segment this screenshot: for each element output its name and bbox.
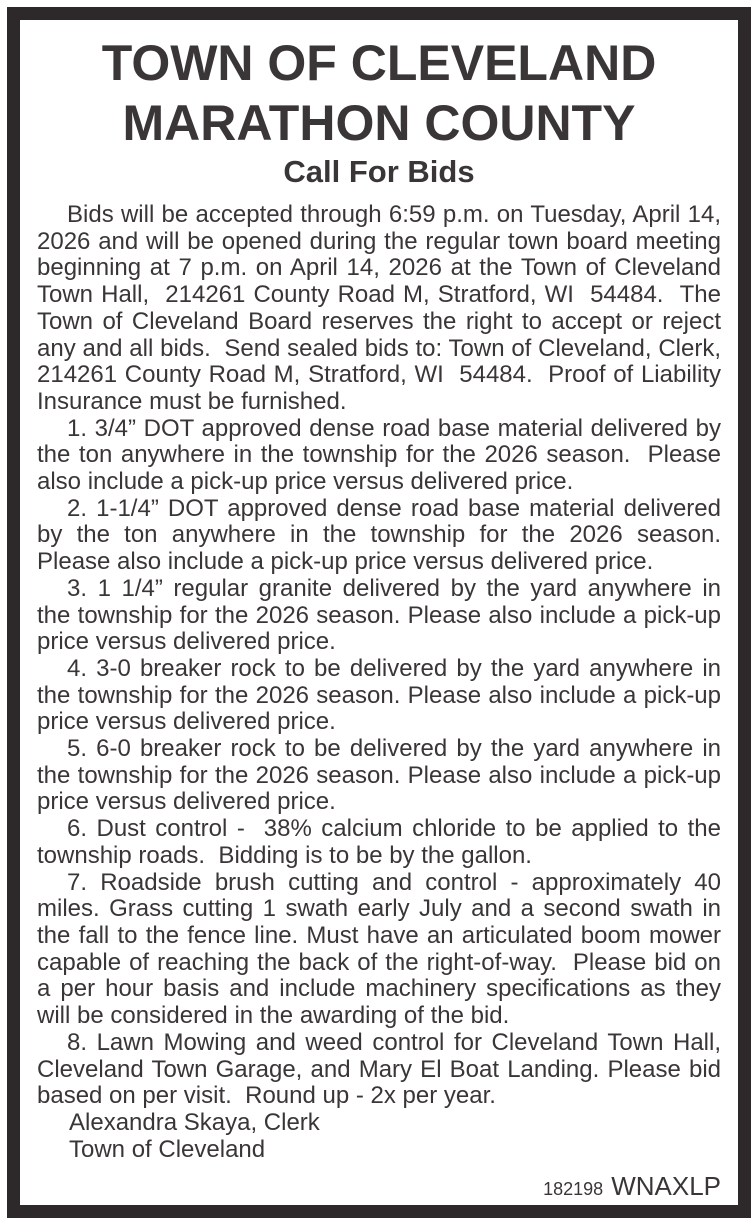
- bid-item-5: 5. 6-0 breaker rock to be delivered by the yard anywhere in the township for the 2026 season. Please also include a pick-up price versus delivered price.: [37, 735, 721, 816]
- ad-footer: [37, 1171, 721, 1202]
- intro-paragraph: Bids will be accepted through 6:59 p.m. on Tuesday, April 14, 2026 and will be opened during the regular town board meeting beginning at 7 p.m. on April 14, 2026 at the Town of Cleveland Town Hall, 214261 County Road M, Stratford, WI 54484. The Town of Cleveland Board reserves the right to accept or reject any and all bids. Send sealed bids to: Town of Cleveland, Clerk, 214261 County Road M, Stratford, WI 54484. Proof of Liability Insurance must be furnished.: [37, 201, 721, 415]
- notice-title-line2: MARATHON COUNTY: [122, 95, 636, 151]
- signature-clerk: Alexandra Skaya, Clerk: [69, 1108, 320, 1136]
- legal-notice-ad: [7, 7, 751, 1218]
- wnaxlp-code: WNAXLP: [611, 1171, 721, 1202]
- bid-item-7: 7. Roadside brush cutting and control - approximately 40 miles. Grass cutting 1 swath early July and a second swath in the fall to the fence line. Must have an articulated boom mower capable of reaching the back of the right-of-way. Please bid on a per hour basis and include machinery specifications as they will be considered in the awarding of the bid.: [37, 868, 721, 1030]
- signature-town: Town of Cleveland: [69, 1135, 266, 1163]
- bid-item-1: 1. 3/4” DOT approved dense road base material delivered by the ton anywhere in the township for the 2026 season. Please also include a pick-up price versus delivered price.: [37, 414, 721, 496]
- bid-item-6: 6. Dust control - 38% calcium chloride to be applied to the township roads. Bidding is to be by the gallon.: [37, 815, 721, 869]
- ad-number: 182198: [543, 1179, 604, 1200]
- bid-item-2: 2. 1-1/4” DOT approved dense road base material delivered by the ton anywhere in the township for the 2026 season. Please also include a pick-up price versus delivered price.: [37, 494, 721, 576]
- notice-subtitle: Call For Bids: [283, 154, 475, 189]
- notice-title-line1: TOWN OF CLEVELAND: [101, 35, 657, 91]
- bid-item-4: 4. 3-0 breaker rock to be delivered by the yard anywhere in the township for the 2026 season. Please also include a pick-up price versus delivered price.: [37, 654, 721, 736]
- bid-item-3: 3. 1 1/4” regular granite delivered by the yard anywhere in the township for the 2026 season. Please also include a pick-up price versus delivered price.: [37, 574, 721, 656]
- bid-item-8: 8. Lawn Mowing and weed control for Cleveland Town Hall, Cleveland Town Garage, and Mary El Boat Landing. Please bid based on per visit. Round up - 2x per year.: [37, 1028, 721, 1110]
